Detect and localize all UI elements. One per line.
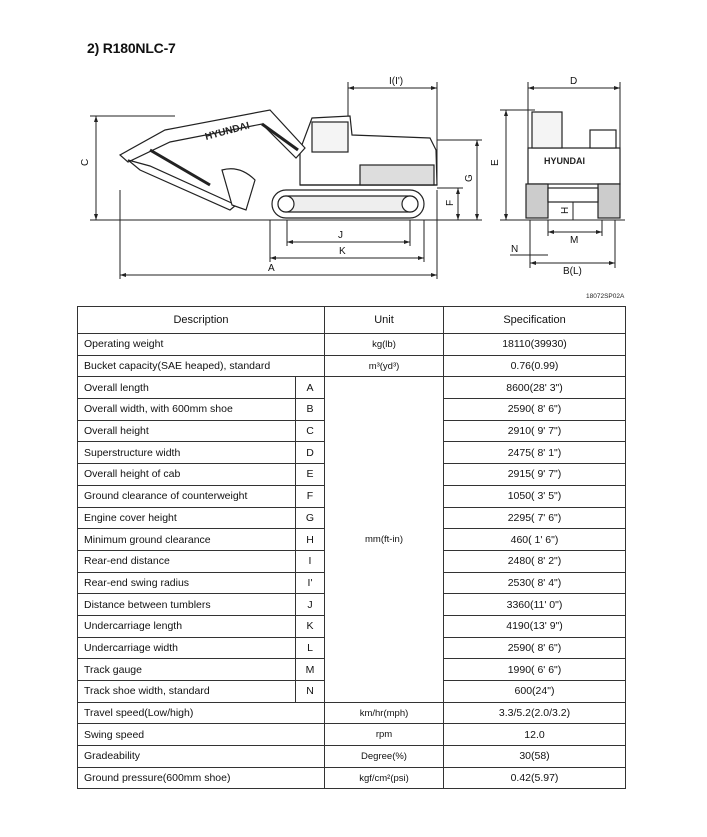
row-specification: 1050( 3' 5") — [444, 485, 626, 507]
row-description: Gradeability — [78, 746, 325, 768]
specification-table — [77, 306, 626, 789]
row-description: Rear-end distance — [78, 550, 296, 572]
row-description: Ground clearance of counterweight — [78, 485, 296, 507]
row-description: Operating weight — [78, 334, 325, 356]
row-description: Engine cover height — [78, 507, 296, 529]
row-unit: kgf/cm²(psi) — [325, 767, 444, 789]
row-description: Undercarriage length — [78, 615, 296, 637]
row-code: I' — [296, 572, 325, 594]
row-code: K — [296, 615, 325, 637]
label-D: D — [570, 76, 578, 87]
row-unit: kg(lb) — [325, 334, 444, 356]
row-description: Overall height — [78, 420, 296, 442]
row-description: Overall height of cab — [78, 464, 296, 486]
label-K: K — [339, 246, 346, 257]
table-row — [78, 724, 626, 746]
brand-text-front: HYUNDAI — [544, 156, 586, 166]
table-row — [78, 767, 626, 789]
label-N: N — [511, 244, 519, 255]
row-description: Rear-end swing radius — [78, 572, 296, 594]
label-I: I(I') — [389, 76, 404, 87]
row-specification: 2530( 8' 4") — [444, 572, 626, 594]
row-description: Swing speed — [78, 724, 325, 746]
row-unit: km/hr(mph) — [325, 702, 444, 724]
row-unit: rpm — [325, 724, 444, 746]
row-code: I — [296, 550, 325, 572]
page-heading: 2) R180NLC-7 — [87, 40, 176, 56]
excavator-side-view — [120, 110, 437, 218]
row-description: Bucket capacity(SAE heaped), standard — [78, 355, 325, 377]
row-code: H — [296, 529, 325, 551]
row-code: B — [296, 399, 325, 421]
row-code: L — [296, 637, 325, 659]
row-description: Track shoe width, standard — [78, 681, 296, 703]
table-header-row — [78, 307, 626, 334]
row-specification: 18110(39930) — [444, 334, 626, 356]
row-code: D — [296, 442, 325, 464]
row-description: Ground pressure(600mm shoe) — [78, 767, 325, 789]
table-row — [78, 702, 626, 724]
label-J: J — [338, 230, 343, 241]
label-C: C — [80, 158, 91, 166]
row-specification: 460( 1' 6") — [444, 529, 626, 551]
row-code: C — [296, 420, 325, 442]
table-row — [78, 334, 626, 356]
row-specification: 2910( 9' 7") — [444, 420, 626, 442]
row-description: Track gauge — [78, 659, 296, 681]
row-specification: 8600(28' 3") — [444, 377, 626, 399]
row-code: N — [296, 681, 325, 703]
row-code: A — [296, 377, 325, 399]
label-M: M — [570, 235, 579, 246]
row-specification: 2480( 8' 2") — [444, 550, 626, 572]
row-description: Undercarriage width — [78, 637, 296, 659]
label-E: E — [490, 159, 501, 166]
row-description: Superstructure width — [78, 442, 296, 464]
row-specification: 3360(11' 0") — [444, 594, 626, 616]
row-specification: 2295( 7' 6") — [444, 507, 626, 529]
row-code: M — [296, 659, 325, 681]
excavator-dimension-diagram — [0, 0, 707, 300]
label-G: G — [464, 174, 475, 182]
row-specification: 12.0 — [444, 724, 626, 746]
label-F: F — [445, 199, 456, 206]
row-description: Overall length — [78, 377, 296, 399]
table-row — [78, 746, 626, 768]
row-code: E — [296, 464, 325, 486]
row-specification: 2590( 8' 6") — [444, 399, 626, 421]
label-H: H — [560, 206, 571, 214]
label-A: A — [268, 263, 275, 274]
row-specification: 2915( 9' 7") — [444, 464, 626, 486]
row-specification: 600(24") — [444, 681, 626, 703]
row-specification: 2590( 8' 6") — [444, 637, 626, 659]
row-specification: 30(58) — [444, 746, 626, 768]
row-description: Minimum ground clearance — [78, 529, 296, 551]
table-row — [78, 377, 626, 399]
header-specification: Specification — [444, 307, 626, 334]
header-unit: Unit — [325, 307, 444, 334]
row-code: F — [296, 485, 325, 507]
row-unit: Degree(%) — [325, 746, 444, 768]
dimension-unit: mm(ft-in) — [325, 377, 444, 702]
row-code: G — [296, 507, 325, 529]
brand-text-side: HYUNDAI — [203, 120, 251, 143]
header-description: Description — [78, 307, 325, 334]
row-specification: 1990( 6' 6") — [444, 659, 626, 681]
row-specification: 3.3/5.2(2.0/3.2) — [444, 702, 626, 724]
label-BL: B(L) — [563, 266, 582, 277]
row-description: Distance between tumblers — [78, 594, 296, 616]
row-specification: 0.76(0.99) — [444, 355, 626, 377]
row-description: Overall width, with 600mm shoe — [78, 399, 296, 421]
row-specification: 0.42(5.97) — [444, 767, 626, 789]
row-code: J — [296, 594, 325, 616]
row-description: Travel speed(Low/high) — [78, 702, 325, 724]
row-unit: m³(yd³) — [325, 355, 444, 377]
figure-code: 18072SP02A — [586, 293, 625, 300]
row-specification: 4190(13' 9") — [444, 615, 626, 637]
table-row — [78, 355, 626, 377]
row-specification: 2475( 8' 1") — [444, 442, 626, 464]
